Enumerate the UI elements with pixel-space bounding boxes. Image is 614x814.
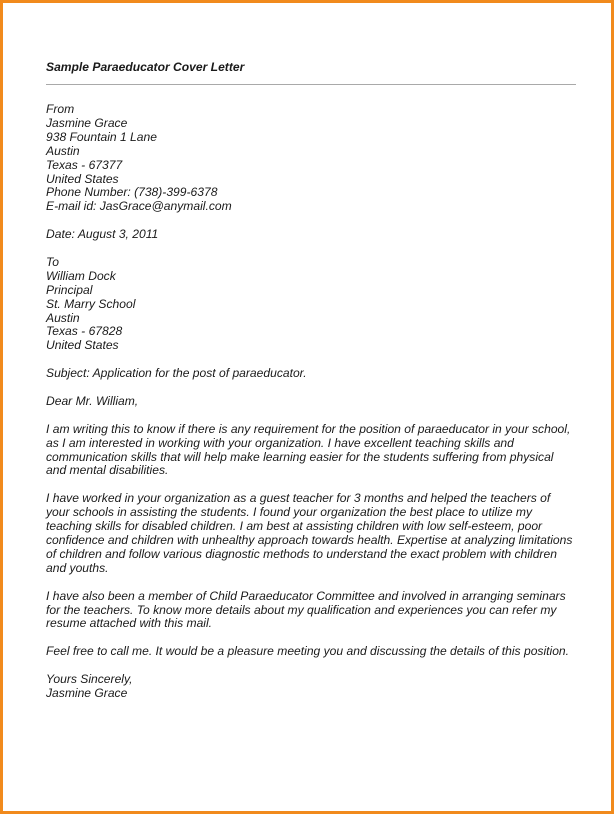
paragraph-line: resume attached with this mail. [46,616,213,631]
paragraph-line: for the teachers. To know more details about my qualification and experiences you can refer my [46,602,557,617]
recipient-city: Austin [46,310,80,325]
letter-closing: Yours Sincerely, [46,672,133,687]
paragraph-line: and youths. [46,560,109,575]
paragraph-line: communication skills that will help make learning easier for the students suffering from physical [46,449,554,464]
body-paragraph-4 [46,645,576,659]
recipient-country: United States [46,338,119,353]
sender-phone: Phone Number: (738)-399-6378 [46,185,218,200]
sender-email: E-mail id: JasGrace@anymail.com [46,199,232,214]
title-divider [46,84,576,85]
letter-date: Date: August 3, 2011 [46,227,159,242]
paragraph-line: I have worked in your organization as a guest teacher for 3 months and helped the teachers of [46,491,551,506]
paragraph-line: I have also been a member of Child Paraeducator Committee and involved in arranging seminars [46,588,566,603]
sender-heading: From [46,102,75,116]
paragraph-line: and mental disabilities. [46,463,169,478]
letter-body [46,103,576,701]
paragraph-line: as I am interested in working with your organization. I have excellent teaching skills and [46,435,514,450]
sender-country: United States [46,171,119,186]
sender-block [46,103,576,214]
recipient-name: William Dock [46,268,116,283]
sender-state-zip: Texas - 67377 [46,157,123,172]
paragraph-line: Feel free to call me. It would be a pleasure meeting you and discussing the details of this position. [46,644,570,659]
document-title: Sample Paraeducator Cover Letter [46,60,245,74]
letter-signature: Jasmine Grace [46,685,128,700]
letter-subject: Subject: Application for the post of paraeducator. [46,366,307,381]
letter-page [44,60,576,700]
recipient-block [46,256,576,353]
letter-salutation: Dear Mr. William, [46,393,139,408]
body-paragraph-1 [46,423,576,479]
sender-street: 938 Fountain 1 Lane [46,129,157,144]
paragraph-line: I am writing this to know if there is any requirement for the position of paraeducator in your school, [46,421,571,436]
recipient-state-zip: Texas - 67828 [46,324,123,339]
sender-name: Jasmine Grace [46,115,128,130]
body-paragraph-3 [46,590,576,632]
paragraph-line: teaching skills for disabled children. I am best at assisting children with low self-esteem, poor [46,519,543,534]
paragraph-line: confidence and children with unhealthy approach towards health. Expertise at analyzing limitations [46,533,573,547]
recipient-title: Principal [46,282,93,297]
paragraph-line: of children and follow various diagnostic methods to understand the exact problem with children [46,546,557,561]
body-paragraph-2 [46,492,576,575]
sender-city: Austin [46,143,80,158]
paragraph-line: your schools in assisting the students. I found your organization the best place to utilize my [46,505,533,520]
recipient-heading: To [46,254,60,269]
recipient-organization: St. Marry School [46,296,136,311]
